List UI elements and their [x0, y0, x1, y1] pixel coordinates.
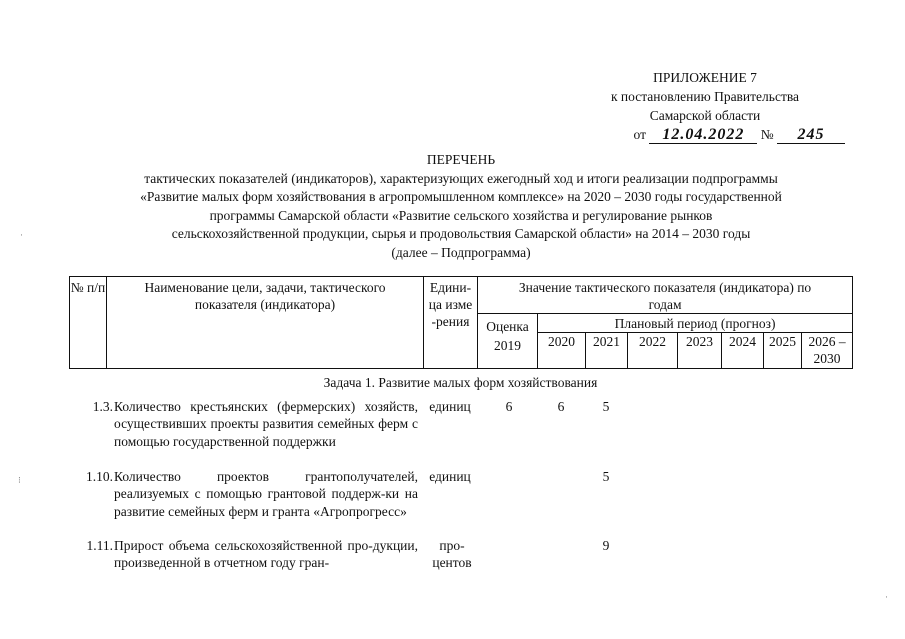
header-unit: Едини-ца изме-рения	[424, 277, 478, 369]
header-year-2024: 2024	[722, 333, 764, 369]
document-title: ПЕРЕЧЕНЬ	[426, 152, 496, 167]
header-year-2023: 2023	[678, 333, 722, 369]
row-unit: единиц	[429, 399, 471, 414]
document-title-block	[70, 151, 852, 263]
row-value-2021: 5	[602, 399, 610, 414]
row-estimate-2019: 6	[505, 399, 513, 414]
header-num: № п/п	[70, 277, 107, 369]
row-unit: про-центов	[432, 538, 472, 571]
row-value-2021: 9	[602, 538, 610, 553]
header-estimate-year: 2019	[494, 338, 521, 353]
title-line-3: программы Самарской области «Развитие сельского хозяйства и регулирование рынков	[209, 207, 713, 223]
header-values: Значение тактического показателя (индикатора) по годам	[478, 277, 853, 314]
row-unit: единиц	[429, 469, 471, 484]
row-indicator-name: Количество проектов грантополучателей, реализуемых с помощью грантовой поддерж-ки на развитие семейных ферм и гранта «Агропрогресс»	[114, 469, 418, 519]
header-year-2025: 2025	[764, 333, 802, 369]
row-value-2020: 6	[557, 399, 565, 414]
appendix-line-2: Самарской области	[649, 108, 761, 123]
header-name: Наименование цели, задачи, тактического показателя (индикатора)	[107, 277, 424, 369]
row-number: 1.10.	[86, 469, 113, 484]
scan-mark: ·	[20, 230, 23, 240]
header-year-2022: 2022	[628, 333, 678, 369]
title-line-2: «Развитие малых форм хозяйствования в агропромышленном комплексе» на 2020 – 2030 годы государственной	[140, 189, 782, 205]
header-year-2020: 2020	[538, 333, 586, 369]
scan-mark: ·	[885, 592, 888, 602]
title-line-4: сельскохозяйственной продукции, сырья и продовольствия Самарской области» на 2014 – 2030 годы	[171, 226, 751, 242]
title-line-1: тактических показателей (индикаторов), характеризующих ежегодный ход и итоги реализации подпрограммы	[144, 170, 778, 186]
row-indicator-name: Прирост объема сельскохозяйственной про-дукции, произведенной в отчетном году гран-	[114, 538, 418, 571]
header-estimate	[478, 314, 538, 369]
task-title: Задача 1. Развитие малых форм хозяйствования	[323, 375, 598, 390]
appendix-line-1: к постановлению Правительства	[610, 89, 800, 104]
header-estimate-label: Оценка	[486, 319, 529, 334]
title-line-5: (далее – Подпрограмма)	[391, 244, 531, 260]
handwritten-number: 245	[777, 126, 845, 144]
appendix-block	[575, 68, 835, 144]
indicator-table-header	[69, 276, 853, 369]
header-year-2021: 2021	[586, 333, 628, 369]
row-number: 1.11.	[86, 538, 113, 553]
from-label: от	[633, 127, 646, 142]
header-year-2026-2030: 2026 – 2030	[802, 333, 853, 369]
appendix-title: ПРИЛОЖЕНИЕ 7	[653, 70, 757, 85]
header-plan: Плановый период (прогноз)	[538, 314, 853, 333]
number-label: №	[760, 127, 774, 142]
row-number: 1.3.	[92, 399, 113, 414]
row-indicator-name: Количество крестьянских (фермерских) хозяйств, осуществивших проекты развития семейных ферм с помощью государственной поддержки	[114, 399, 418, 449]
handwritten-date: 12.04.2022	[649, 126, 757, 144]
appendix-date-line	[575, 125, 845, 144]
scan-mark: ⁝	[18, 475, 21, 485]
row-value-2021: 5	[602, 469, 610, 484]
